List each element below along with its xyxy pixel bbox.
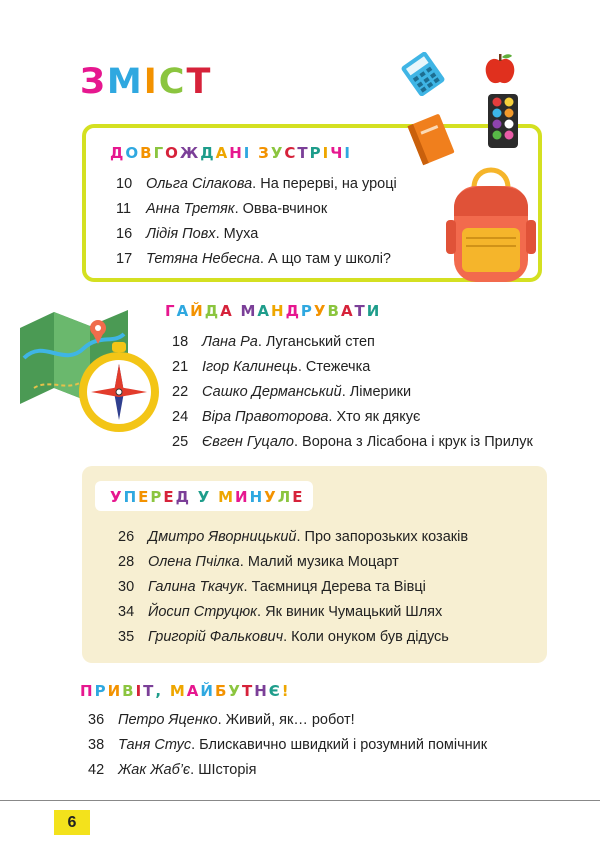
backpack-icon [446,158,536,284]
page-number: 6 [54,810,90,835]
entry-page-number: 24 [172,409,189,425]
entry-author: Ігор Калинець [202,359,298,375]
entry-title: Стежечка [305,359,371,375]
entry-page-number: 16 [116,226,133,242]
entry-title: Лімерики [349,384,412,400]
toc-entry: 18 Лана Ра. Луганський степ [172,334,375,350]
entry-title: Коли онуком був дідусь [291,629,449,645]
entry-author: Ольга Сілакова [146,176,253,192]
section-title-3: УПЕРЕД У МИНУЛЕ [110,488,305,506]
toc-entry: 38 Таня Стус. Блискавично швидкий і розумний помічник [88,737,488,753]
entry-page-number: 10 [116,176,133,192]
compass-icon [76,340,162,434]
section-title-1: ДОВГОЖДАНІ ЗУСТРІЧІ [110,144,352,162]
toc-entry: 36 Петро Яценко. Живий, як… робот! [88,712,355,728]
entry-page-number: 35 [118,629,135,645]
entry-title: ШІсторія [198,762,257,778]
entry-title: Малий музика Моцарт [247,554,399,570]
entry-author: Петро Яценко [118,712,218,728]
toc-entry: 28 Олена Пчілка. Малий музика Моцарт [118,554,399,570]
entry-author: Жак Жаб’є [118,762,191,778]
entry-author: Лідія Повх [146,226,216,242]
entry-title: Про запорозьких козаків [304,529,469,545]
entry-author: Дмитро Яворницький [148,529,297,545]
entry-title: Овва-вчинок [242,201,328,217]
entry-author: Віра Правоторова [202,409,329,425]
entry-title: Муха [223,226,259,242]
entry-author: Анна Третяк [146,201,235,217]
entry-title: Блискавично швидкий і розумний помічник [199,737,488,753]
apple-icon [482,51,518,87]
paint-palette-icon [486,92,520,150]
entry-author: Лана Ра [202,334,258,350]
entry-author: Григорій Фалькович [148,629,284,645]
toc-entry: 34 Йосип Струцюк. Як виник Чумацький Шлях [118,604,443,620]
entry-title: На перерві, на уроці [260,176,397,192]
entry-title: Луганський степ [265,334,375,350]
entry-page-number: 18 [172,334,189,350]
toc-entry: 30 Галина Ткачук. Таємниця Дерева та Вівці [118,579,426,595]
entry-page-number: 11 [116,201,132,217]
calculator-icon [398,52,448,96]
toc-entry: 17 Тетяна Небесна. А що там у школі? [116,251,391,267]
section-title-4: ПРИВІТ, МАЙБУТНЄ! [80,682,291,700]
entry-author: Сашко Дерманський [202,384,342,400]
entry-page-number: 21 [172,359,189,375]
entry-page-number: 25 [172,434,189,450]
entry-page-number: 38 [88,737,105,753]
toc-entry: 22 Сашко Дерманський. Лімерики [172,384,412,400]
toc-entry: 11 Анна Третяк. Овва-вчинок [116,201,328,217]
entry-page-number: 28 [118,554,135,570]
entry-author: Таня Стус [118,737,192,753]
toc-entry: 26 Дмитро Яворницький. Про запорозьких козаків [118,529,469,545]
entry-title: Живий, як… робот! [225,712,355,728]
entry-title: Таємниця Дерева та Вівці [251,579,426,595]
toc-entry: 21 Ігор Калинець. Стежечка [172,359,371,375]
entry-title: Як виник Чумацький Шлях [265,604,443,620]
entry-author: Тетяна Небесна [146,251,260,267]
entry-page-number: 26 [118,529,135,545]
toc-entry: 42 Жак Жаб’є. ШІсторія [88,762,257,778]
entry-page-number: 17 [116,251,133,267]
toc-entry: 10 Ольга Сілакова. На перерві, на уроці [116,176,397,192]
section-title-2: ГАЙДА МАНДРУВАТИ [165,302,382,320]
entry-page-number: 30 [118,579,135,595]
entry-page-number: 42 [88,762,105,778]
page-title: ЗМІСТ [80,62,213,102]
entry-title: А що там у школі? [267,251,391,267]
footer-divider [0,800,600,801]
entry-author: Євген Гуцало [202,434,294,450]
toc-entry: 16 Лідія Повх. Муха [116,226,259,242]
entry-title: Ворона з Лісабона і крук із Прилук [302,434,533,450]
entry-author: Йосип Струцюк [148,604,258,620]
entry-title: Хто як дякує [336,409,421,425]
toc-entry: 35 Григорій Фалькович. Коли онуком був дідусь [118,629,449,645]
entry-page-number: 22 [172,384,189,400]
entry-author: Галина Ткачук [148,579,244,595]
toc-entry: 25 Євген Гуцало. Ворона з Лісабона і крук із Прилук [172,434,533,450]
entry-page-number: 34 [118,604,135,620]
entry-page-number: 36 [88,712,105,728]
entry-author: Олена Пчілка [148,554,240,570]
toc-entry: 24 Віра Правоторова. Хто як дякує [172,409,421,425]
